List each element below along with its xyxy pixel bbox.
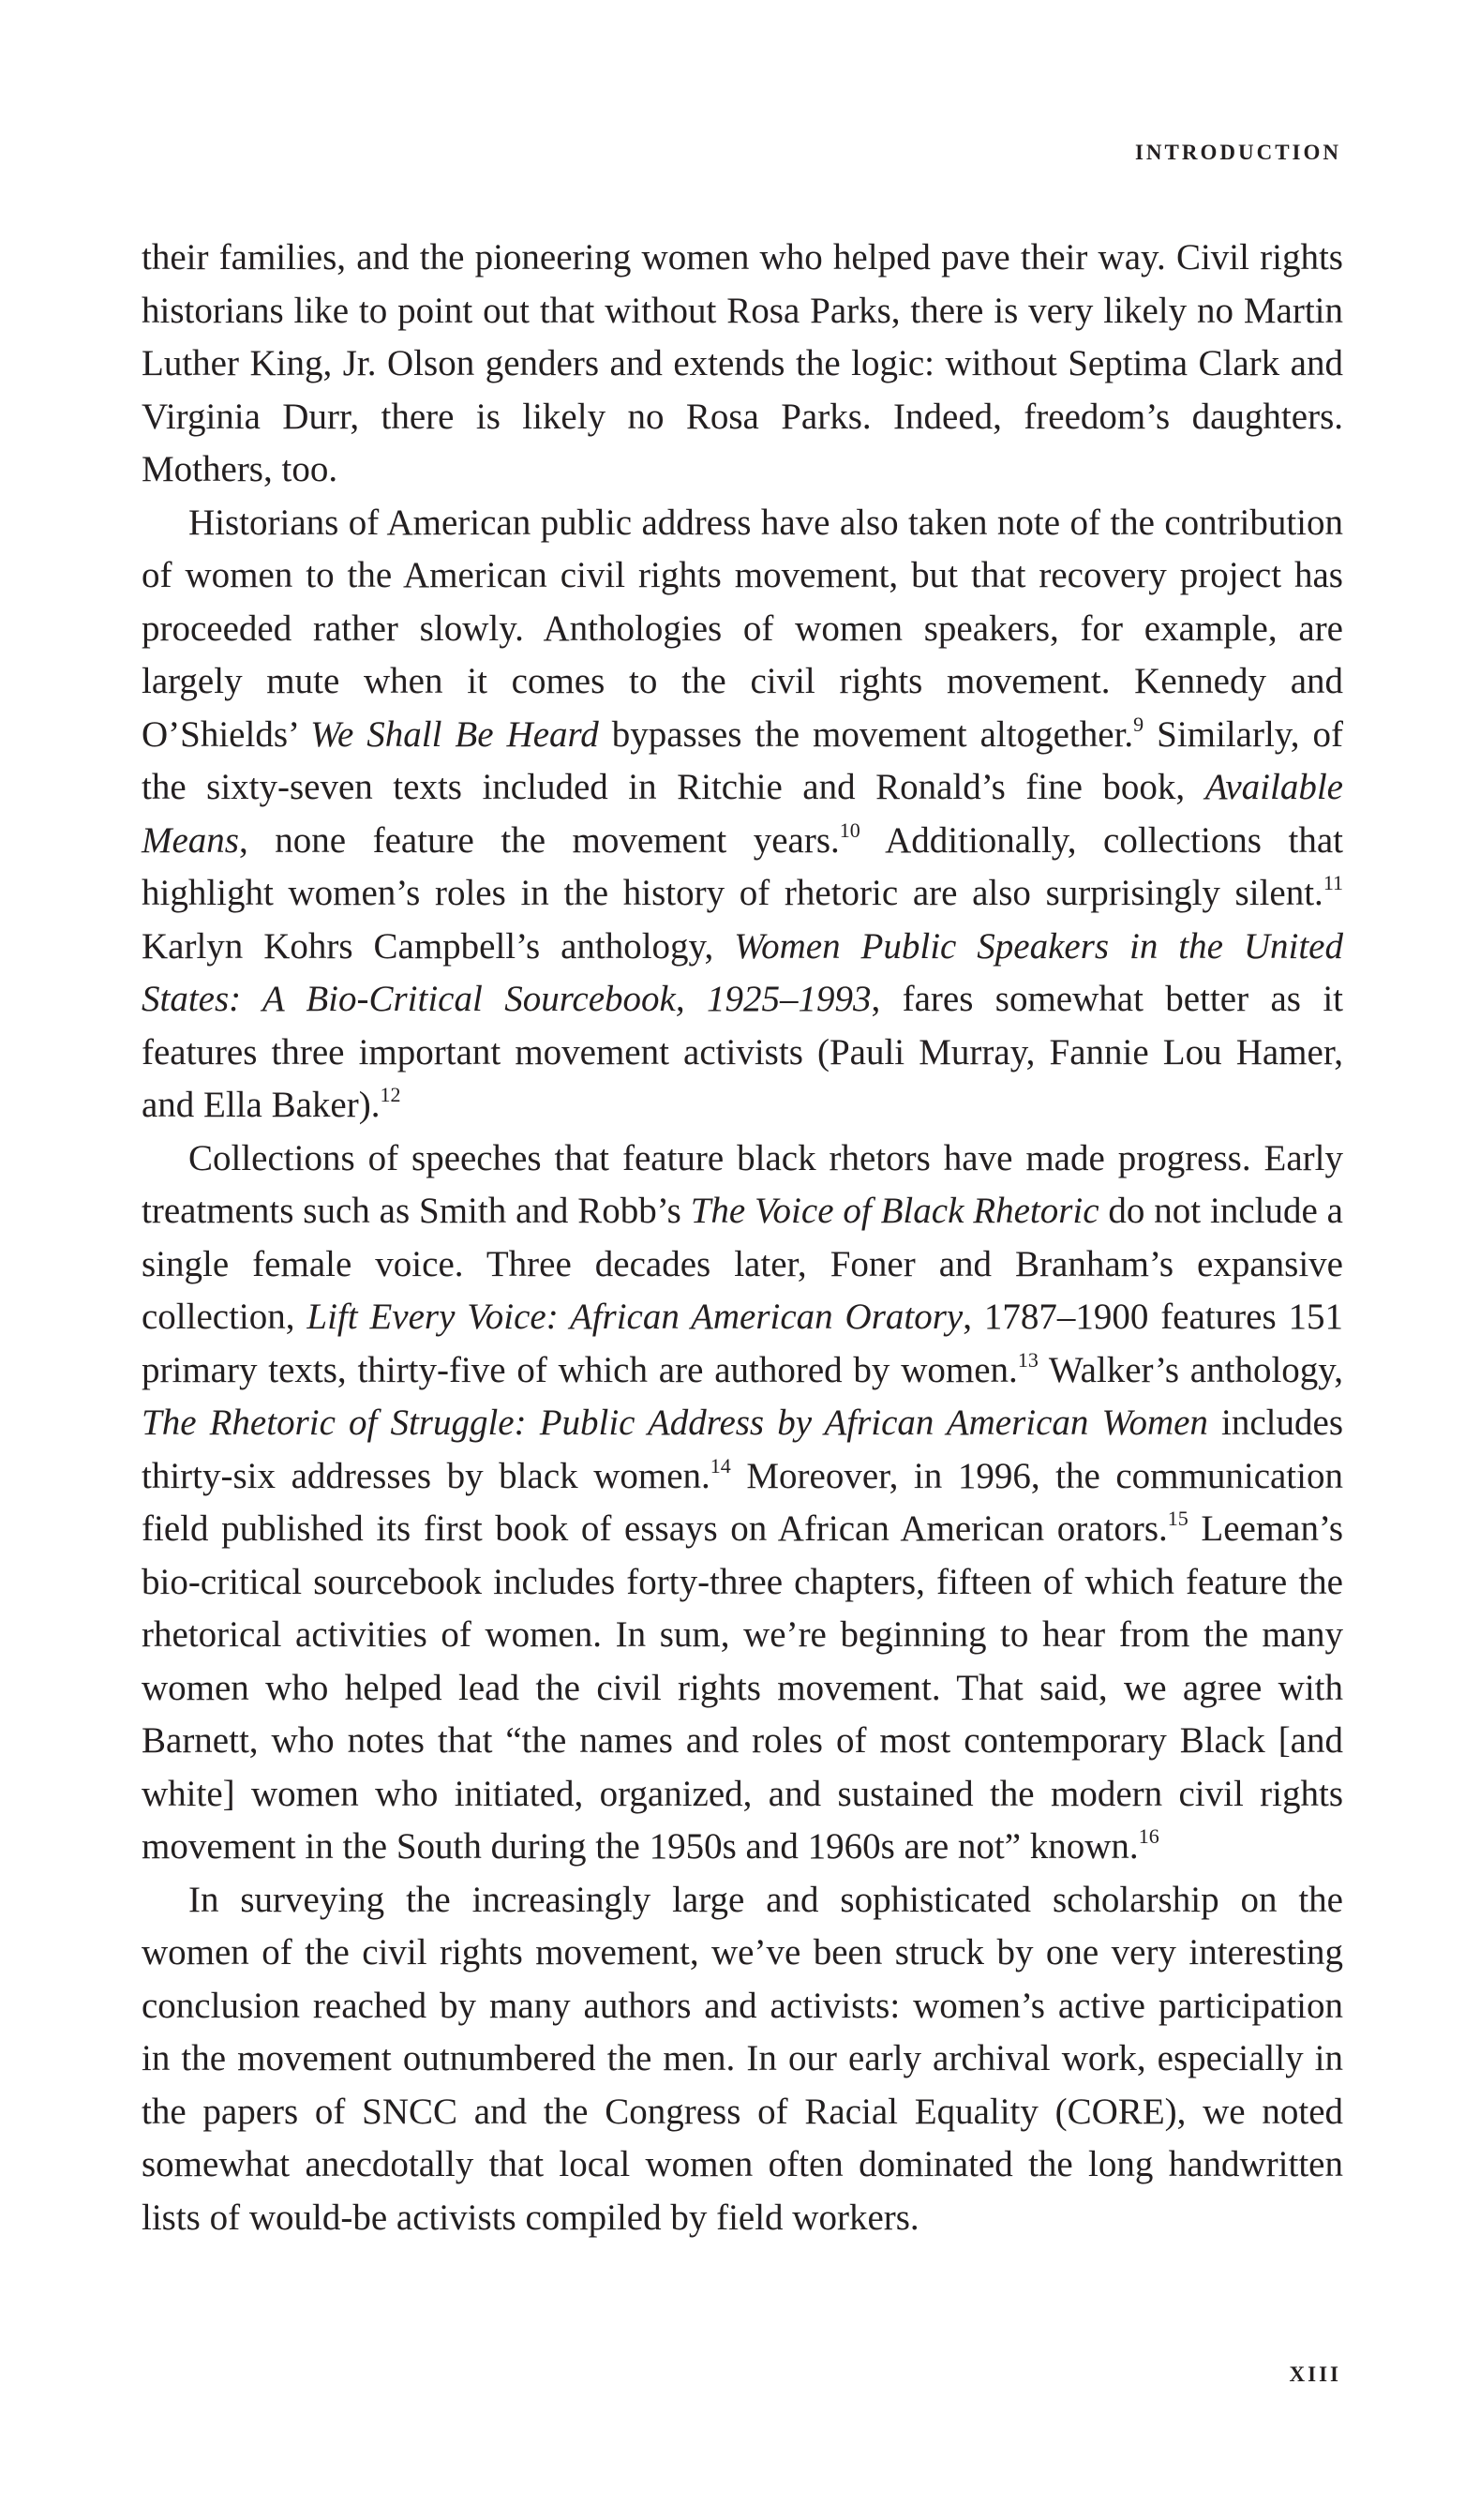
text-run: bypasses the movement altogether. <box>598 713 1134 755</box>
text-run: Historians of American public address have also taken note of the contribution of women to the American civil rights movement, but that recovery project has proceeded rather slowly. Anthologies of women speakers, for example, are largely mute when it comes to the civil rights movement. Kennedy and O’Shields’ <box>142 502 1343 755</box>
book-title: The Rhetoric of Struggle: Public Address by African American Women <box>142 1402 1208 1443</box>
body-text <box>142 232 1343 2244</box>
book-title: Women Public Speakers in the United States: A Bio-Critical Sourcebook, 1925–1993 <box>142 925 1343 1019</box>
paragraph-3 <box>142 1132 1343 1874</box>
book-title: We Shall Be Heard <box>310 713 599 755</box>
text-run: do not include a single female voice. Three decades later, Foner and Branham’s expansive collection, <box>142 1191 1343 1337</box>
text-run: , fares somewhat better as it features three important movement activists (Pauli Murray, Fannie Lou Hamer, and Ella Baker). <box>142 979 1343 1125</box>
footnote-ref-9: 9 <box>1133 712 1144 736</box>
text-run: Leeman’s bio-critical sourcebook includes forty-three chapters, fifteen of which feature the rhetorical activities of women. In sum, we’re beginning to hear from the many women who helped lead the civil rights movement. That said, we agree with Barnett, who notes that “the names and roles of most contemporary Black [and white] women who initiated, organized, and sustained the modern civil rights movement in the South during the 1950s and 1960s are not” known. <box>142 1508 1343 1867</box>
paragraph-1 <box>142 232 1343 497</box>
text-run: In surveying the increasingly large and sophisticated scholarship on the women of the civil rights movement, we’ve been struck by one very interesting conclusion reached by many authors and activists: women’s active participation in the movement outnumbered the men. In our early archival work, especially in the papers of SNCC and the Congress of Racial Equality (CORE), we noted somewhat anecdotally that local women often dominated the long handwritten lists of would-be activists compiled by field workers. <box>142 1879 1343 2238</box>
paragraph-4 <box>142 1874 1343 2245</box>
book-title: Lift Every Voice: African American Oratory <box>306 1297 964 1337</box>
footnote-ref-12: 12 <box>380 1083 401 1106</box>
page-number: XIII <box>1289 2362 1341 2386</box>
book-title: Available Means <box>142 767 1343 861</box>
text-run: includes thirty-six addresses by black women. <box>142 1402 1343 1496</box>
text-run: Moreover, in 1996, the communication field published its first book of essays on African American orators. <box>142 1455 1343 1549</box>
text-run: , none feature the movement years. <box>238 819 840 861</box>
footnote-ref-14: 14 <box>710 1453 731 1478</box>
text-run: Additionally, collections that highlight women’s roles in the history of rhetoric are also surprisingly silent. <box>142 819 1343 913</box>
text-run: Collections of speeches that feature black rhetors have made progress. Early treatments such as Smith and Robb’s <box>142 1137 1343 1231</box>
text-run: their families, and the pioneering women who helped pave their way. Civil rights historians like to point out that without Rosa Parks, there is very likely no Martin Luther King, Jr. Olson genders and extends the logic: without Septima Clark and Virginia Durr, there is likely no Rosa Parks. Indeed, freedom’s daughters. Mothers, too. <box>142 237 1343 489</box>
book-title: The Voice of Black Rhetoric <box>690 1191 1099 1231</box>
footnote-ref-10: 10 <box>839 818 860 842</box>
running-head: INTRODUCTION <box>1134 141 1341 164</box>
footnote-ref-16: 16 <box>1138 1824 1159 1848</box>
footnote-ref-11: 11 <box>1323 871 1343 894</box>
footnote-ref-13: 13 <box>1017 1347 1039 1372</box>
paragraph-2 <box>142 497 1343 1132</box>
text-run: Similarly, of the sixty-seven texts included in Ritchie and Ronald’s fine book, <box>142 713 1343 807</box>
text-run: Walker’s anthology, <box>1038 1349 1343 1390</box>
text-run: , 1787–1900 features 151 primary texts, thirty-five of which are authored by women. <box>142 1297 1343 1390</box>
footnote-ref-15: 15 <box>1167 1507 1188 1530</box>
text-run: Karlyn Kohrs Campbell’s anthology, <box>142 925 735 967</box>
